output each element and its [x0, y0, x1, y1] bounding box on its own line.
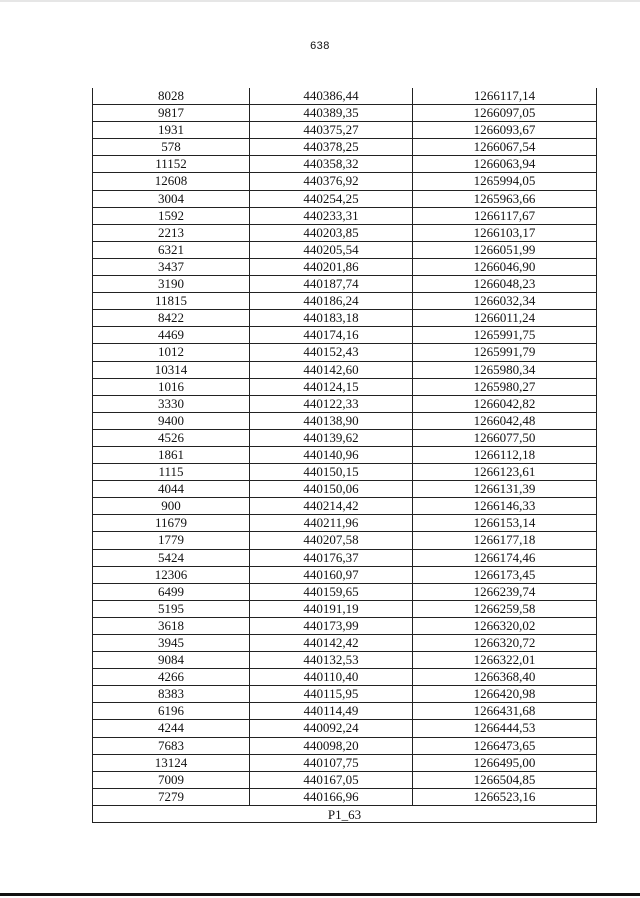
point-id-cell: 8028 — [92, 88, 250, 104]
x-coordinate-cell: 440389,35 — [250, 105, 413, 121]
table-row — [92, 88, 597, 105]
x-coordinate-cell: 440139,62 — [250, 430, 413, 446]
y-coordinate-cell: 1266322,01 — [413, 652, 597, 668]
table-row — [92, 720, 597, 737]
point-id-cell: 4244 — [92, 720, 250, 736]
point-id-cell: 1861 — [92, 447, 250, 463]
y-coordinate-cell: 1265991,79 — [413, 344, 597, 360]
y-coordinate-cell: 1266473,65 — [413, 738, 597, 754]
y-coordinate-cell: 1266444,53 — [413, 720, 597, 736]
y-coordinate-cell: 1266046,90 — [413, 259, 597, 275]
point-id-cell: 1012 — [92, 344, 250, 360]
x-coordinate-cell: 440166,96 — [250, 789, 413, 805]
table-row — [92, 105, 597, 122]
x-coordinate-cell: 440174,16 — [250, 327, 413, 343]
point-id-cell: 4469 — [92, 327, 250, 343]
y-coordinate-cell: 1266048,23 — [413, 276, 597, 292]
x-coordinate-cell: 440150,15 — [250, 464, 413, 480]
x-coordinate-cell: 440142,60 — [250, 362, 413, 378]
x-coordinate-cell: 440214,42 — [250, 498, 413, 514]
y-coordinate-cell: 1266112,18 — [413, 447, 597, 463]
table-row — [92, 652, 597, 669]
point-id-cell: 4044 — [92, 481, 250, 497]
point-id-cell: 10314 — [92, 362, 250, 378]
x-coordinate-cell: 440110,40 — [250, 669, 413, 685]
x-coordinate-cell: 440375,27 — [250, 122, 413, 138]
table-row — [92, 550, 597, 567]
point-id-cell: 3945 — [92, 635, 250, 651]
point-id-cell: 7683 — [92, 738, 250, 754]
point-id-cell: 7279 — [92, 789, 250, 805]
table-footer-label: P1_63 — [92, 806, 597, 823]
table-row — [92, 139, 597, 156]
table-row — [92, 122, 597, 139]
x-coordinate-cell: 440092,24 — [250, 720, 413, 736]
point-id-cell: 900 — [92, 498, 250, 514]
y-coordinate-cell: 1265980,27 — [413, 379, 597, 395]
point-id-cell: 4526 — [92, 430, 250, 446]
x-coordinate-cell: 440376,92 — [250, 173, 413, 189]
table-row — [92, 344, 597, 361]
table-row — [92, 362, 597, 379]
x-coordinate-cell: 440107,75 — [250, 755, 413, 771]
table-row — [92, 259, 597, 276]
x-coordinate-cell: 440122,33 — [250, 396, 413, 412]
table-row — [92, 327, 597, 344]
table-row — [92, 703, 597, 720]
point-id-cell: 4266 — [92, 669, 250, 685]
table-row — [92, 789, 597, 806]
y-coordinate-cell: 1266259,58 — [413, 601, 597, 617]
x-coordinate-cell: 440358,32 — [250, 156, 413, 172]
x-coordinate-cell: 440142,42 — [250, 635, 413, 651]
x-coordinate-cell: 440186,24 — [250, 293, 413, 309]
y-coordinate-cell: 1266504,85 — [413, 772, 597, 788]
y-coordinate-cell: 1266495,00 — [413, 755, 597, 771]
point-id-cell: 13124 — [92, 755, 250, 771]
x-coordinate-cell: 440207,58 — [250, 532, 413, 548]
y-coordinate-cell: 1266174,46 — [413, 550, 597, 566]
table-row — [92, 464, 597, 481]
scan-top-edge — [0, 0, 640, 2]
x-coordinate-cell: 440167,05 — [250, 772, 413, 788]
x-coordinate-cell: 440187,74 — [250, 276, 413, 292]
y-coordinate-cell: 1266042,82 — [413, 396, 597, 412]
table-row — [92, 532, 597, 549]
y-coordinate-cell: 1265991,75 — [413, 327, 597, 343]
table-row — [92, 379, 597, 396]
table-row — [92, 242, 597, 259]
point-id-cell: 11815 — [92, 293, 250, 309]
x-coordinate-cell: 440211,96 — [250, 515, 413, 531]
point-id-cell: 6196 — [92, 703, 250, 719]
table-body — [92, 88, 597, 806]
y-coordinate-cell: 1266153,14 — [413, 515, 597, 531]
x-coordinate-cell: 440138,90 — [250, 413, 413, 429]
y-coordinate-cell: 1266032,34 — [413, 293, 597, 309]
y-coordinate-cell: 1266117,14 — [413, 88, 597, 104]
table-row — [92, 447, 597, 464]
table-row — [92, 310, 597, 327]
point-id-cell: 3004 — [92, 191, 250, 207]
coordinates-table — [92, 88, 597, 823]
y-coordinate-cell: 1265980,34 — [413, 362, 597, 378]
y-coordinate-cell: 1266368,40 — [413, 669, 597, 685]
table-row — [92, 276, 597, 293]
point-id-cell: 9400 — [92, 413, 250, 429]
y-coordinate-cell: 1266320,72 — [413, 635, 597, 651]
point-id-cell: 1779 — [92, 532, 250, 548]
point-id-cell: 11152 — [92, 156, 250, 172]
table-row — [92, 191, 597, 208]
y-coordinate-cell: 1266420,98 — [413, 686, 597, 702]
point-id-cell: 1931 — [92, 122, 250, 138]
point-id-cell: 9084 — [92, 652, 250, 668]
point-id-cell: 1115 — [92, 464, 250, 480]
x-coordinate-cell: 440140,96 — [250, 447, 413, 463]
x-coordinate-cell: 440176,37 — [250, 550, 413, 566]
x-coordinate-cell: 440191,19 — [250, 601, 413, 617]
point-id-cell: 6499 — [92, 584, 250, 600]
x-coordinate-cell: 440160,97 — [250, 567, 413, 583]
point-id-cell: 7009 — [92, 772, 250, 788]
point-id-cell: 3618 — [92, 618, 250, 634]
y-coordinate-cell: 1266067,54 — [413, 139, 597, 155]
table-row — [92, 635, 597, 652]
x-coordinate-cell: 440378,25 — [250, 139, 413, 155]
point-id-cell: 8383 — [92, 686, 250, 702]
table-row — [92, 601, 597, 618]
table-row — [92, 738, 597, 755]
table-row — [92, 430, 597, 447]
x-coordinate-cell: 440183,18 — [250, 310, 413, 326]
y-coordinate-cell: 1266131,39 — [413, 481, 597, 497]
point-id-cell: 5424 — [92, 550, 250, 566]
y-coordinate-cell: 1266173,45 — [413, 567, 597, 583]
x-coordinate-cell: 440098,20 — [250, 738, 413, 754]
table-row — [92, 293, 597, 310]
y-coordinate-cell: 1266431,68 — [413, 703, 597, 719]
x-coordinate-cell: 440205,54 — [250, 242, 413, 258]
point-id-cell: 9817 — [92, 105, 250, 121]
point-id-cell: 5195 — [92, 601, 250, 617]
table-row — [92, 225, 597, 242]
point-id-cell: 578 — [92, 139, 250, 155]
table-row — [92, 396, 597, 413]
y-coordinate-cell: 1266123,61 — [413, 464, 597, 480]
y-coordinate-cell: 1266093,67 — [413, 122, 597, 138]
x-coordinate-cell: 440115,95 — [250, 686, 413, 702]
x-coordinate-cell: 440150,06 — [250, 481, 413, 497]
x-coordinate-cell: 440132,53 — [250, 652, 413, 668]
y-coordinate-cell: 1266239,74 — [413, 584, 597, 600]
table-row — [92, 584, 597, 601]
x-coordinate-cell: 440152,43 — [250, 344, 413, 360]
y-coordinate-cell: 1266097,05 — [413, 105, 597, 121]
point-id-cell: 6321 — [92, 242, 250, 258]
point-id-cell: 8422 — [92, 310, 250, 326]
point-id-cell: 12608 — [92, 173, 250, 189]
point-id-cell: 1016 — [92, 379, 250, 395]
y-coordinate-cell: 1266146,33 — [413, 498, 597, 514]
y-coordinate-cell: 1266063,94 — [413, 156, 597, 172]
table-row — [92, 669, 597, 686]
x-coordinate-cell: 440201,86 — [250, 259, 413, 275]
point-id-cell: 3330 — [92, 396, 250, 412]
x-coordinate-cell: 440233,31 — [250, 208, 413, 224]
y-coordinate-cell: 1266051,99 — [413, 242, 597, 258]
point-id-cell: 12306 — [92, 567, 250, 583]
table-row — [92, 618, 597, 635]
table-row — [92, 772, 597, 789]
y-coordinate-cell: 1266117,67 — [413, 208, 597, 224]
point-id-cell: 3190 — [92, 276, 250, 292]
y-coordinate-cell: 1266077,50 — [413, 430, 597, 446]
point-id-cell: 2213 — [92, 225, 250, 241]
y-coordinate-cell: 1266523,16 — [413, 789, 597, 805]
table-row — [92, 755, 597, 772]
table-row — [92, 413, 597, 430]
y-coordinate-cell: 1265994,05 — [413, 173, 597, 189]
y-coordinate-cell: 1266011,24 — [413, 310, 597, 326]
point-id-cell: 1592 — [92, 208, 250, 224]
table-row — [92, 481, 597, 498]
table-row — [92, 208, 597, 225]
x-coordinate-cell: 440159,65 — [250, 584, 413, 600]
table-row — [92, 498, 597, 515]
x-coordinate-cell: 440203,85 — [250, 225, 413, 241]
y-coordinate-cell: 1265963,66 — [413, 191, 597, 207]
table-row — [92, 515, 597, 532]
table-row — [92, 686, 597, 703]
y-coordinate-cell: 1266103,17 — [413, 225, 597, 241]
x-coordinate-cell: 440124,15 — [250, 379, 413, 395]
point-id-cell: 11679 — [92, 515, 250, 531]
x-coordinate-cell: 440173,99 — [250, 618, 413, 634]
y-coordinate-cell: 1266320,02 — [413, 618, 597, 634]
point-id-cell: 3437 — [92, 259, 250, 275]
y-coordinate-cell: 1266177,18 — [413, 532, 597, 548]
page-number: 638 — [310, 40, 330, 52]
x-coordinate-cell: 440386,44 — [250, 88, 413, 104]
x-coordinate-cell: 440114,49 — [250, 703, 413, 719]
table-row — [92, 567, 597, 584]
table-row — [92, 173, 597, 190]
table-row — [92, 156, 597, 173]
scan-bottom-edge — [0, 893, 640, 896]
x-coordinate-cell: 440254,25 — [250, 191, 413, 207]
y-coordinate-cell: 1266042,48 — [413, 413, 597, 429]
